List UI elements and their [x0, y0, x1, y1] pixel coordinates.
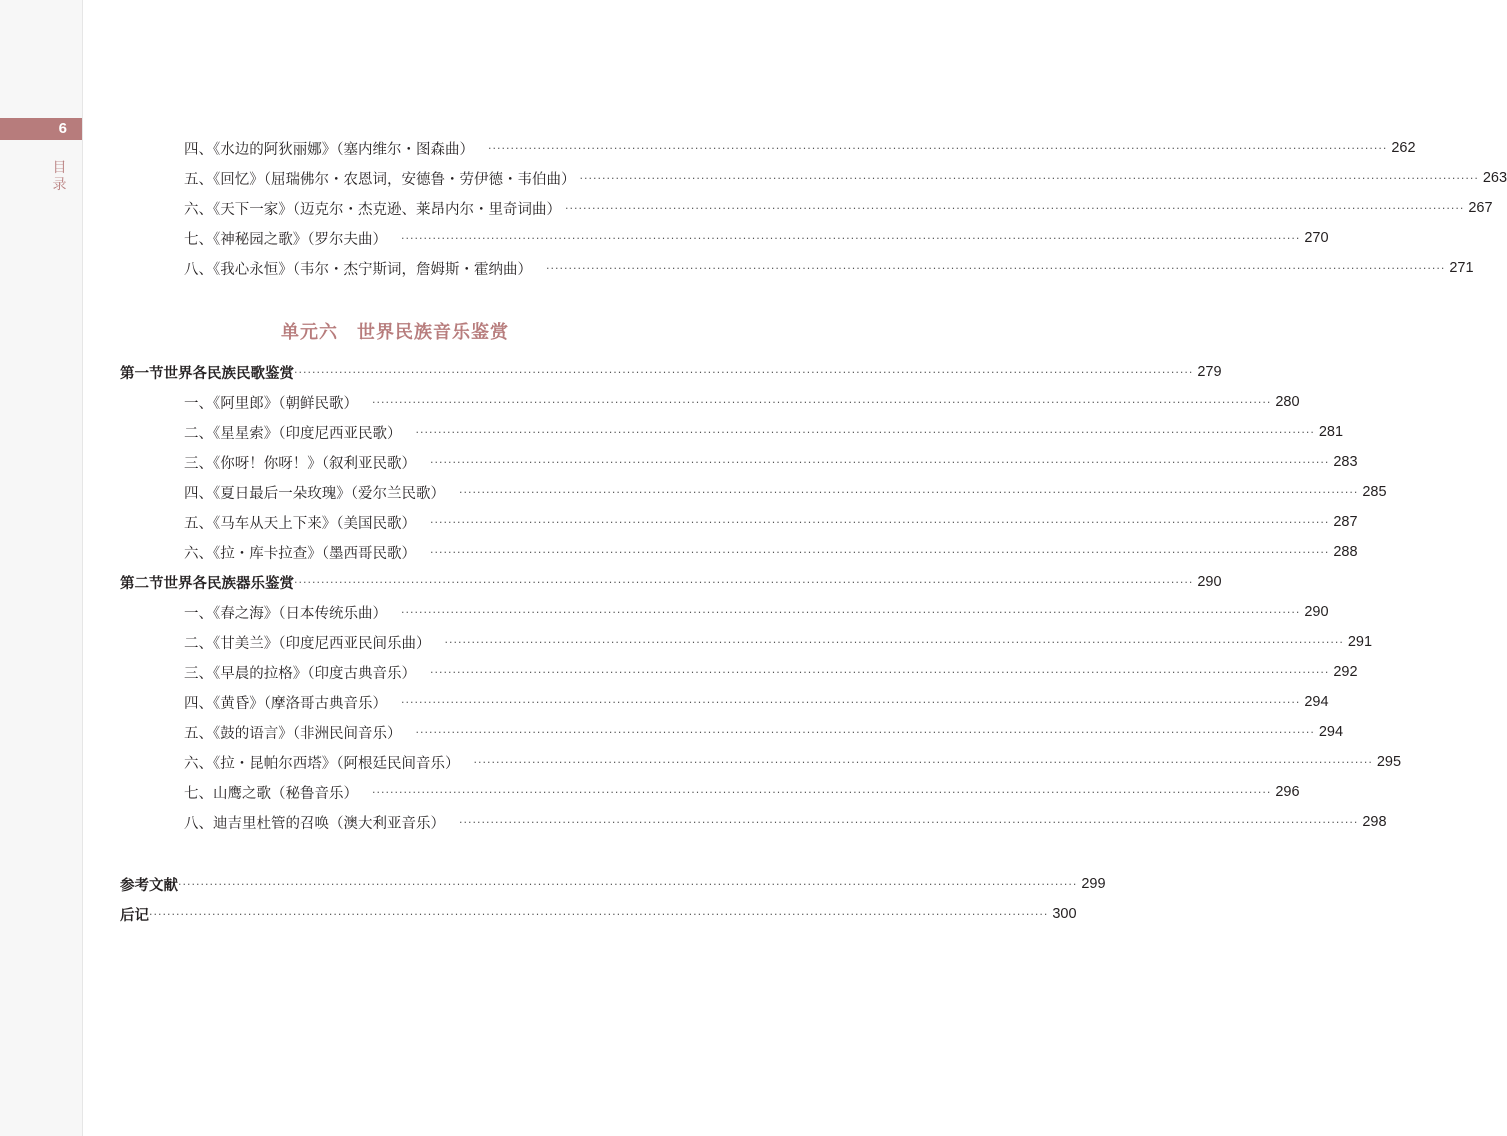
toc-entry-title: 一、《春之海》（日本传统乐曲）	[184, 605, 387, 622]
leader-dots: ········································································································································································································	[430, 546, 1330, 559]
toc-entry-page: 280	[1275, 394, 1300, 410]
toc-entry[interactable]	[120, 780, 1300, 804]
toc-entry[interactable]	[120, 750, 1402, 774]
leader-dots: ········································································································································································································	[415, 726, 1315, 739]
leader-dots: ········································································································································································································	[546, 262, 1446, 275]
page-margin-band	[0, 0, 83, 1136]
leader-dots: ········································································································································································································	[401, 696, 1301, 709]
references-title: 参考文献	[120, 877, 178, 894]
toc-entry-title: 七、山鹰之歌（秘鲁音乐）	[184, 785, 358, 802]
toc-entry[interactable]	[120, 720, 1344, 744]
toc-entry-page: 291	[1347, 634, 1373, 650]
toc-entry-page: 263	[1482, 170, 1507, 186]
leader-dots: ········································································································································································································	[149, 908, 1049, 921]
toc-entry[interactable]	[120, 810, 1387, 834]
leader-dots: ········································································································································································································	[401, 606, 1301, 619]
toc-entry[interactable]	[120, 166, 1507, 190]
toc-entry-page: 298	[1362, 814, 1387, 830]
toc-entry-page: 290	[1304, 604, 1329, 620]
leader-dots: ········································································································································································································	[178, 878, 1078, 891]
toc-entry-page: 294	[1304, 694, 1329, 710]
toc-entry-title: 二、《甘美兰》（印度尼西亚民间乐曲）	[184, 635, 431, 652]
page-number-tab: 6	[0, 118, 82, 140]
toc-entry-page: 288	[1333, 544, 1358, 560]
toc-entry-page: 283	[1333, 454, 1358, 470]
toc-entry-title: 八、迪吉里杜管的召唤（澳大利亚音乐）	[184, 815, 445, 832]
toc-entry[interactable]	[120, 480, 1387, 504]
toc-entry-title: 三、《早晨的拉格》（印度古典音乐）	[184, 665, 416, 682]
section-label: 第二节	[120, 575, 164, 592]
toc-entry-title: 八、《我心永恒》（韦尔・杰宁斯词，詹姆斯・霍纳曲）	[184, 261, 532, 278]
toc-entry-title: 六、《拉・昆帕尔西塔》（阿根廷民间音乐）	[184, 755, 460, 772]
unit-heading: 单元六 世界民族音乐鉴赏	[281, 322, 509, 343]
toc-entry-page: 295	[1376, 754, 1402, 770]
toc-entry-page: 279	[1197, 364, 1222, 380]
afterword-title: 后记	[120, 907, 149, 924]
toc-entry-title: 四、《水边的阿狄丽娜》（塞内维尔・图森曲）	[184, 141, 474, 158]
toc-entry[interactable]	[120, 690, 1329, 714]
toc-entry-title: 二、《星星索》（印度尼西亚民歌）	[184, 425, 402, 442]
toc-entry-page: 292	[1333, 664, 1358, 680]
side-title-toc: 目录	[52, 160, 68, 193]
leader-dots: ········································································································································································································	[415, 426, 1315, 439]
toc-entry-title: 五、《马车从天上下来》（美国民歌）	[184, 515, 416, 532]
toc-entry-page: 296	[1275, 784, 1300, 800]
leader-dots: ········································································································································································································	[459, 486, 1359, 499]
toc-entry-page: 285	[1362, 484, 1387, 500]
toc-entry-title: 一、《阿里郎》（朝鲜民歌）	[184, 395, 358, 412]
toc-entry-page: 267	[1468, 200, 1493, 216]
leader-dots: ········································································································································································································	[294, 366, 1194, 379]
toc-entry[interactable]	[120, 510, 1358, 534]
toc-entry[interactable]	[120, 390, 1300, 414]
toc-entry-page: 294	[1318, 724, 1344, 740]
toc-entry[interactable]	[120, 196, 1493, 220]
toc-entry[interactable]	[120, 540, 1358, 564]
toc-entry-title: 四、《夏日最后一朵玫瑰》（爱尔兰民歌）	[184, 485, 445, 502]
toc-entry[interactable]	[120, 226, 1329, 250]
leader-dots: ········································································································································································································	[579, 172, 1479, 185]
section-label: 第一节	[120, 365, 164, 382]
toc-entry-page: 262	[1391, 140, 1416, 156]
toc-entry-page: 281	[1318, 424, 1344, 440]
leader-dots: ········································································································································································································	[430, 456, 1330, 469]
toc-entry-title: 四、《黄昏》（摩洛哥古典音乐）	[184, 695, 387, 712]
toc-entry-page: 300	[1052, 906, 1077, 922]
leader-dots: ········································································································································································································	[430, 516, 1330, 529]
leader-dots: ········································································································································································································	[473, 756, 1373, 769]
leader-dots: ········································································································································································································	[401, 232, 1301, 245]
leader-dots: ········································································································································································································	[430, 666, 1330, 679]
toc-entry[interactable]	[120, 420, 1344, 444]
toc-entry-page: 290	[1197, 574, 1222, 590]
toc-entry-title: 六、《拉・库卡拉查》（墨西哥民歌）	[184, 545, 416, 562]
toc-entry-page: 270	[1304, 230, 1329, 246]
toc-entry-title: 五、《回忆》（屈瑞佛尔・农恩词，安德鲁・劳伊德・韦伯曲）	[184, 171, 576, 188]
toc-entry-page: 271	[1449, 260, 1474, 276]
toc-references-entry[interactable]	[120, 872, 1106, 896]
leader-dots: ········································································································································································································	[459, 816, 1359, 829]
toc-section-entry[interactable]	[120, 570, 1222, 594]
toc-entry-title: 三、《你呀！你呀！》（叙利亚民歌）	[184, 455, 416, 472]
toc-entry[interactable]	[120, 136, 1416, 160]
toc-section-entry[interactable]	[120, 360, 1222, 384]
toc-entry[interactable]	[120, 256, 1474, 280]
toc-entry-title: 七、《神秘园之歌》（罗尔夫曲）	[184, 231, 387, 248]
leader-dots: ········································································································································································································	[372, 786, 1272, 799]
toc-afterword-entry[interactable]	[120, 902, 1077, 926]
toc-entry[interactable]	[120, 600, 1329, 624]
toc-entry-title: 六、《天下一家》（迈克尔・杰克逊、莱昂内尔・里奇词曲）	[184, 201, 561, 218]
section-title: 世界各民族民歌鉴赏	[163, 365, 294, 382]
toc-entry-title: 五、《鼓的语言》（非洲民间音乐）	[184, 725, 402, 742]
leader-dots: ········································································································································································································	[565, 202, 1465, 215]
leader-dots: ········································································································································································································	[294, 576, 1194, 589]
section-title: 世界各民族器乐鉴赏	[163, 575, 294, 592]
toc-entry-page: 299	[1081, 876, 1106, 892]
leader-dots: ········································································································································································································	[444, 636, 1344, 649]
toc-entry-page: 287	[1333, 514, 1358, 530]
leader-dots: ········································································································································································································	[372, 396, 1272, 409]
toc-entry[interactable]	[120, 660, 1358, 684]
toc-entry[interactable]	[120, 450, 1358, 474]
toc-entry[interactable]	[120, 630, 1373, 654]
leader-dots: ········································································································································································································	[488, 142, 1388, 155]
